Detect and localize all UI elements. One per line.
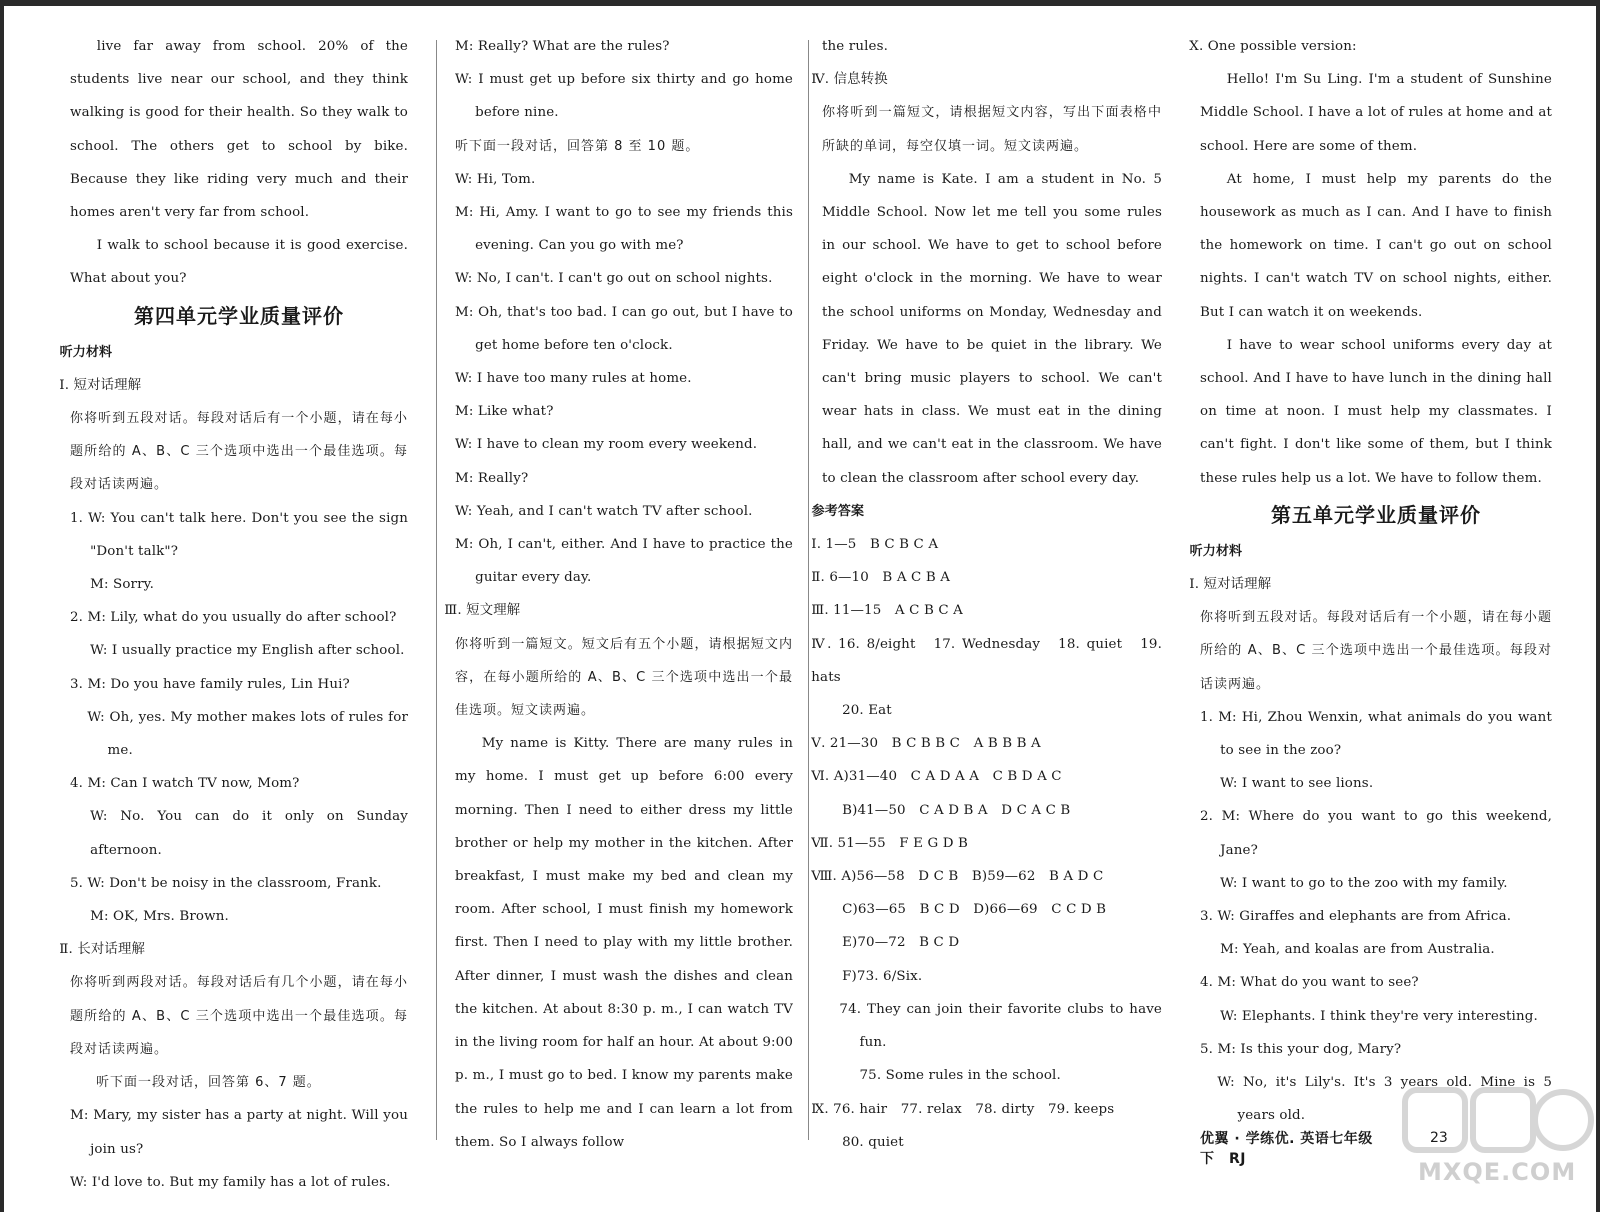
col4-paragraph: W: I want to go to the zoo with my family. [1220, 875, 1508, 891]
col3-paragraph: Ⅸ. 76. hair 77. relax 78. dirty 79. keeps [811, 1101, 1115, 1117]
col4-paragraph: 4. M: What do you want to see? [1200, 975, 1419, 991]
col4-paragraph: 5. M: Is this your dog, Mary? [1200, 1041, 1402, 1057]
col4-paragraph: I have to wear school uniforms every day at school. And I have to have lunch in the dining hall on time at noon. I must help my classmates. I can't fight. I don't like some of them, but I think these rules help us a lot. We have to follow them. [1200, 337, 1552, 486]
page-top-border [0, 0, 1600, 6]
col3-paragraph: Ⅴ. 21—30 B C B B C A B B B A [811, 736, 1041, 752]
col3-paragraph: B)41—50 C A D B A D C A C B [842, 802, 1071, 818]
col2-paragraph: M: Oh, I can't, either. And I have to practice the guitar every day. [455, 537, 793, 586]
col2-paragraph: W: I must get up before six thirty and go home before nine. [455, 72, 793, 121]
col3-paragraph: Ⅳ. 16. 8/eight 17. Wednesday 18. quiet 19. hats [811, 636, 1162, 685]
column-divider-2 [808, 40, 809, 1140]
col3-paragraph: 74. They can join their favorite clubs to have fun. [839, 1001, 1162, 1051]
col3-paragraph: 20. Eat [842, 703, 892, 719]
col2-paragraph: M: Hi, Amy. I want to go to see my friends this evening. Can you go with me? [455, 205, 793, 254]
col1-paragraph: 3. M: Do you have family rules, Lin Hui? [70, 676, 350, 692]
col2-paragraph: Ⅲ. 短文理解 [444, 603, 521, 619]
col2-paragraph: 你将听到一篇短文。短文后有五个小题，请根据短文内容，在每小题所给的 A、B、C 三个选项中选出一个最佳选项。短文读两遍。 [455, 636, 793, 719]
col1-paragraph: 第四单元学业质量评价 [134, 303, 344, 328]
column-4 [1189, 30, 1552, 1133]
col3-paragraph: F)73. 6/Six. [842, 968, 923, 984]
col1-paragraph: W: No. You can do it only on Sunday afternoon. [90, 809, 408, 858]
col3-paragraph: Ⅱ. 6—10 B A C B A [811, 570, 951, 586]
col4-paragraph: W: I want to see lions. [1220, 776, 1374, 792]
col1-paragraph: 听下面一段对话，回答第 6、7 题。 [96, 1075, 321, 1091]
col4-paragraph: Ⅹ. One possible version: [1189, 39, 1357, 54]
col1-paragraph: live far away from school. 20% of the students live near our school, and they think walking is good for their health. So they walk to school. The others get to school by bike. Because they like riding very much and their homes aren't very far from school. [70, 39, 408, 221]
col3-paragraph: Ⅵ. A)31—40 C A D A A C B D A C [811, 769, 1062, 785]
col1-paragraph: M: Mary, my sister has a party at night. Will you join us? [70, 1108, 408, 1157]
col2-paragraph: M: Really? [455, 470, 529, 486]
col3-paragraph: E)70—72 B C D [842, 935, 960, 951]
col4-paragraph: 2. M: Where do you want to go this weekend, Jane? [1200, 809, 1552, 858]
col3-paragraph: 80. quiet [842, 1134, 904, 1150]
col4-paragraph: At home, I must help my parents do the housework as much as I can. And I have to finish the homework on time. I can't go out on school nights. I can't watch TV on school nights, either. But I can watch it on weekends. [1200, 171, 1552, 320]
col4-paragraph: 1. M: Hi, Zhou Wenxin, what animals do you want to see in the zoo? [1200, 709, 1552, 759]
col4-paragraph: 你将听到五段对话。每段对话后有一个小题，请在每小题所给的 A、B、C 三个选项中选出一个最佳选项。每段对话读两遍。 [1200, 610, 1552, 692]
col3-paragraph: the rules. [822, 39, 889, 54]
col3-paragraph: Ⅷ. A)56—58 D C B B)59—62 B A D C [811, 869, 1104, 885]
col1-paragraph: Ⅰ. 短对话理解 [59, 377, 142, 393]
col1-paragraph: 4. M: Can I watch TV now, Mom? [70, 776, 300, 792]
col2-paragraph: M: Oh, that's too bad. I can go out, but I have to get home before ten o'clock. [455, 304, 793, 353]
column-2 [444, 30, 793, 1159]
col1-paragraph: W: I'd love to. But my family has a lot of rules. [70, 1174, 391, 1190]
col4-paragraph: M: Yeah, and koalas are from Australia. [1220, 942, 1495, 958]
col1-paragraph: 你将听到五段对话。每段对话后有一个小题，请在每小题所给的 A、B、C 三个选项中选出一个最佳选项。每段对话读两遍。 [70, 411, 408, 493]
col1-paragraph: M: Sorry. [90, 577, 155, 593]
col1-paragraph: M: OK, Mrs. Brown. [90, 909, 229, 925]
footer-page-number: 23 [1430, 1130, 1448, 1146]
col1-paragraph: I walk to school because it is good exercise. What about you? [70, 238, 408, 287]
col3-paragraph: C)63—65 B C D D)66—69 C C D B [842, 902, 1107, 918]
col4-paragraph: Ⅰ. 短对话理解 [1189, 577, 1272, 593]
col1-paragraph: 你将听到两段对话。每段对话后有几个小题，请在每小题所给的 A、B、C 三个选项中选出一个最佳选项。每段对话读两遍。 [70, 975, 408, 1057]
col4-paragraph: W: Elephants. I think they're very interesting. [1220, 1008, 1538, 1024]
col1-paragraph: W: Oh, yes. My mother makes lots of rules for me. [87, 709, 408, 759]
col3-paragraph: Ⅲ. 11—15 A C B C A [811, 603, 963, 619]
col3-paragraph: Ⅰ. 1—5 B C B C A [811, 537, 939, 553]
col2-paragraph: M: Like what? [455, 404, 554, 420]
col3-paragraph: Ⅳ. 信息转换 [811, 72, 888, 88]
col2-paragraph: W: I have too many rules at home. [455, 371, 692, 387]
col4-paragraph: 3. W: Giraffes and elephants are from Africa. [1200, 909, 1512, 925]
col2-paragraph: My name is Kitty. There are many rules in my home. I must get up before 6:00 every morning. Then I need to either dress my little brother or help my mother in the kitchen. After breakfast, I must make my bed and clean my room. After school, I must finish my homework first. Then I need to play with my little brother. After dinner, I must wash the dishes and clean the kitchen. At about 8:30 p. m., I can watch TV in the living room for half an hour. At about 9:00 p. m., I must go to bed. I know my parents make the rules to help me and I can learn a lot from them. So I always follow [455, 736, 793, 1150]
col2-paragraph: W: No, I can't. I can't go out on school nights. [455, 271, 773, 287]
col4-paragraph: 听力材料 [1189, 543, 1243, 559]
col2-paragraph: W: I have to clean my room every weekend. [455, 437, 758, 453]
col1-paragraph: W: I usually practice my English after school. [90, 643, 405, 659]
column-1 [59, 30, 408, 1199]
col1-paragraph: 5. W: Don't be noisy in the classroom, Frank. [70, 875, 382, 891]
col2-paragraph: 听下面一段对话，回答第 8 至 10 题。 [455, 138, 700, 154]
watermark-text: MXQE.COM [1418, 1158, 1577, 1186]
column-divider-1 [436, 40, 437, 1140]
col2-paragraph: W: Yeah, and I can't watch TV after school. [455, 503, 753, 519]
col4-paragraph: 第五单元学业质量评价 [1271, 502, 1481, 527]
column-3 [811, 30, 1162, 1159]
col3-paragraph: 你将听到一篇短文，请根据短文内容，写出下面表格中所缺的单词，每空仅填一词。短文读两遍。 [822, 105, 1162, 154]
col3-paragraph: 75. Some rules in the school. [859, 1068, 1061, 1084]
col3-paragraph: My name is Kate. I am a student in No. 5 Middle School. Now let me tell you some rules in our school. We have to get to school before eight o'clock in the morning. We have to wear the school uniforms on Monday, Wednesday and Friday. We have to be quiet in the library. We can't bring music players to school. We can't wear hats in class. We must eat in the dining hall, and we can't eat in the classroom. We have to clean the classroom after school every day. [822, 171, 1162, 486]
col1-paragraph: 听力材料 [59, 344, 113, 360]
page-left-border [0, 0, 4, 1212]
col1-paragraph: 2. M: Lily, what do you usually do after school? [70, 610, 397, 626]
col2-paragraph: M: Really? What are the rules? [455, 39, 670, 54]
col2-paragraph: W: Hi, Tom. [455, 171, 536, 187]
page-right-border [1596, 0, 1600, 1212]
col1-paragraph: Ⅱ. 长对话理解 [59, 942, 146, 958]
footer-book-title: 优翼 · 学练优. 英语七年级 下 RJ [1200, 1131, 1388, 1167]
col3-paragraph: 参考答案 [811, 503, 865, 519]
col4-paragraph: W: No, it's Lily's. It's 3 years old. Mine is 5 years old. [1217, 1075, 1552, 1124]
col3-paragraph: Ⅶ. 51—55 F E G D B [811, 835, 968, 851]
col4-paragraph: Hello! I'm Su Ling. I'm a student of Sunshine Middle School. I have a lot of rules at home and at school. Here are some of them. [1200, 72, 1552, 154]
col1-paragraph: 1. W: You can't talk here. Don't you see the sign "Don't talk"? [70, 510, 408, 559]
